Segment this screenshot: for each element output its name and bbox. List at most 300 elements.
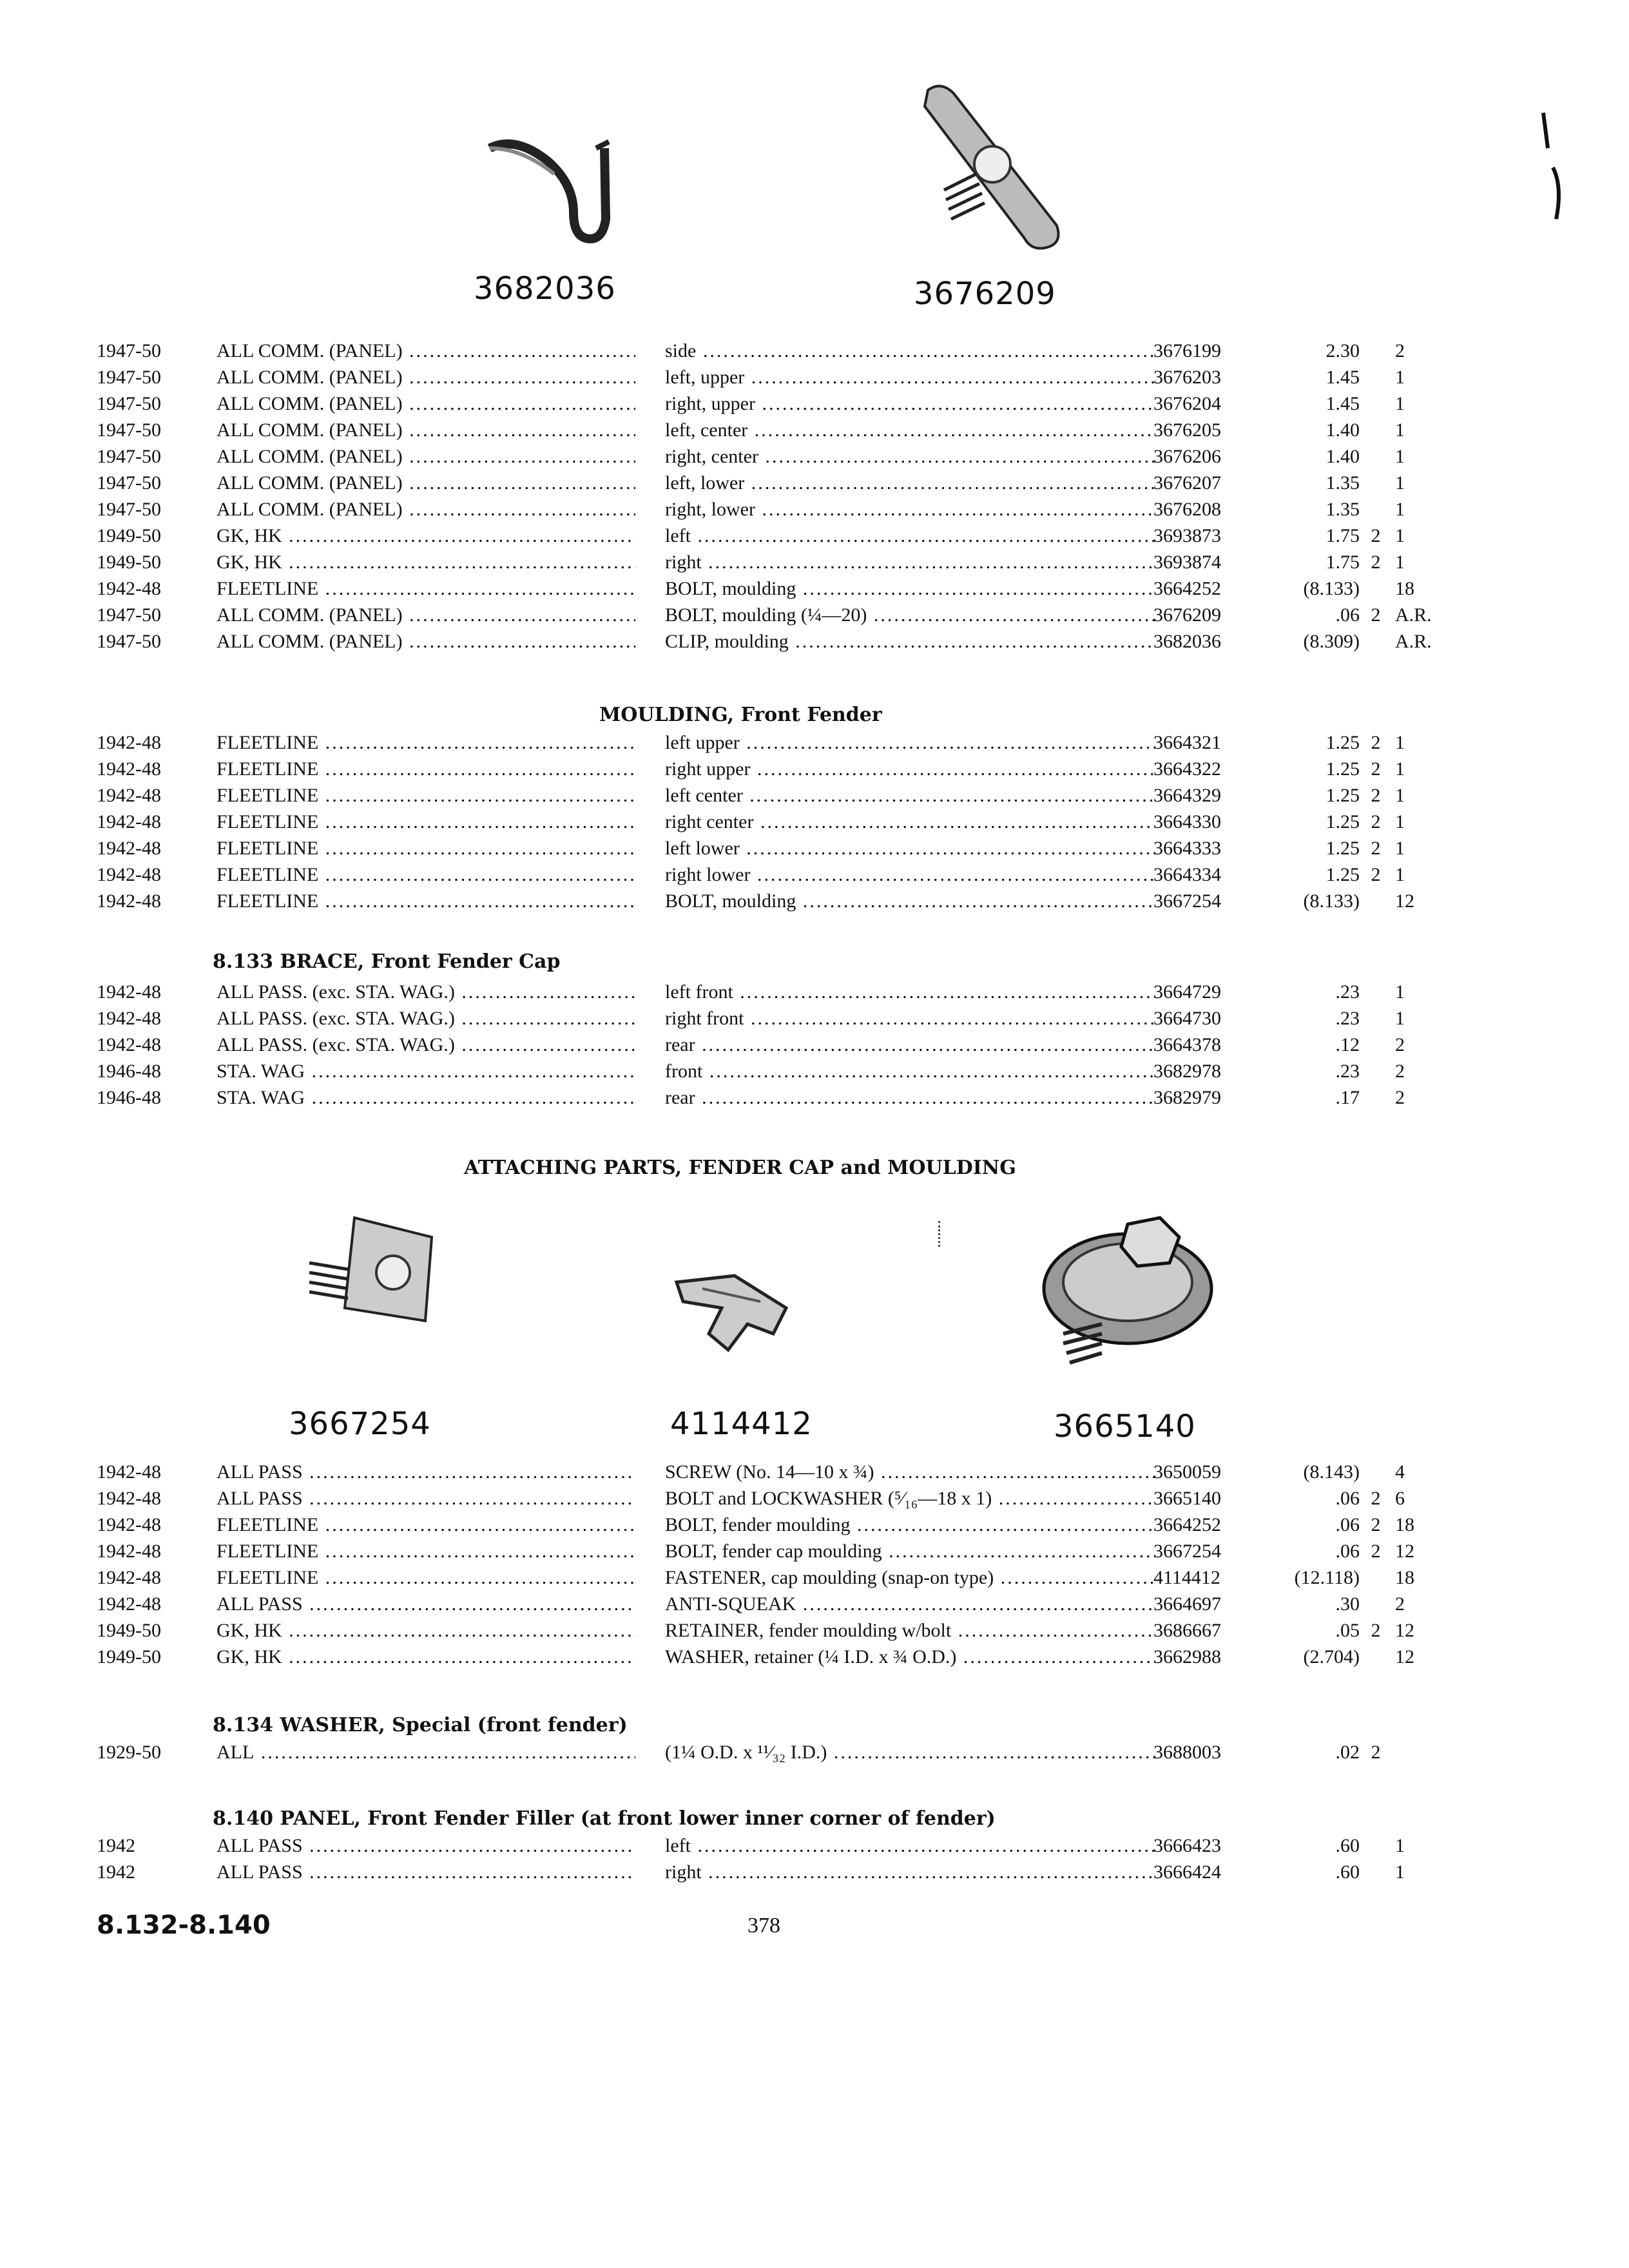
description-cell-text: WASHER, retainer (¼ I.D. x ¾ O.D.) ..... (665, 1646, 1155, 1667)
quantity-b-cell-text: 1 (1395, 785, 1405, 806)
year-cell (97, 783, 193, 809)
scan-speck (938, 1221, 943, 1247)
description-cell-text: right, lower ..... (665, 499, 1155, 520)
description-cell-text: left center ..... (665, 785, 1155, 806)
price-cell-text: (2.704) (1303, 1646, 1360, 1667)
description-cell (665, 338, 1155, 364)
table-row (0, 783, 1629, 809)
description-cell (665, 1006, 1155, 1032)
part-number-cell-text: 3676204 (1153, 393, 1221, 414)
quantity-b-cell-text: 2 (1395, 1034, 1405, 1055)
model-cell-text: STA. WAG ..... (217, 1061, 635, 1082)
description-cell (665, 602, 1155, 628)
model-cell (217, 1740, 635, 1765)
part-number-cell-text: 3664322 (1153, 758, 1221, 780)
description-cell-text: left front ..... (665, 981, 1155, 1003)
quantity-b-cell (1395, 783, 1447, 809)
quantity-a-cell-text: 2 (1371, 1742, 1381, 1763)
table-row (0, 1512, 1629, 1538)
description-cell (665, 889, 1155, 914)
year-cell-text: 1942-48 (97, 1008, 161, 1029)
description-cell (665, 1833, 1155, 1859)
quantity-b-cell (1395, 730, 1447, 756)
model-cell-text: FLEETLINE ..... (217, 864, 635, 885)
model-cell-text: ALL COMM. (PANEL) ..... (217, 393, 635, 414)
price-cell (1263, 979, 1360, 1005)
quantity-a-cell (1366, 783, 1385, 809)
quantity-b-cell (1395, 1618, 1447, 1644)
quantity-a-cell (1366, 1618, 1385, 1644)
quantity-a-cell-text: 2 (1371, 1514, 1381, 1535)
quantity-b-cell-text: 1 (1395, 1861, 1405, 1883)
quantity-a-cell-text: 2 (1371, 604, 1381, 626)
price-cell-text: .23 (1335, 1008, 1360, 1029)
table-row (0, 889, 1629, 914)
price-cell-text: (12.118) (1294, 1567, 1360, 1588)
price-cell-text: (8.133) (1303, 578, 1360, 599)
square-bolt-icon (296, 1211, 451, 1340)
quantity-b-cell (1395, 365, 1447, 390)
part-number-cell (1153, 576, 1263, 602)
model-cell-text: ALL COMM. (PANEL) ..... (217, 446, 635, 467)
part-number-cell (1153, 1032, 1263, 1058)
price-cell-text: 1.25 (1325, 785, 1360, 806)
table-row (0, 523, 1629, 549)
section-heading-attaching-parts: ATTACHING PARTS, FENDER CAP and MOULDING (464, 1157, 1016, 1179)
year-cell (97, 444, 193, 470)
model-cell (217, 1486, 635, 1512)
table-row (0, 470, 1629, 496)
quantity-b-cell (1395, 602, 1447, 628)
year-cell-text: 1942-48 (97, 1034, 161, 1055)
description-cell-text: left upper ..... (665, 732, 1155, 753)
year-cell-text: 1942-48 (97, 864, 161, 885)
year-cell (97, 1486, 193, 1512)
part-number-cell-text: 3664697 (1153, 1593, 1221, 1615)
description-cell-text: left, center ..... (665, 419, 1155, 441)
part-number-cell (1153, 756, 1263, 782)
year-cell-text: 1947-50 (97, 631, 161, 652)
description-cell (665, 470, 1155, 496)
model-cell (217, 602, 635, 628)
model-cell (217, 391, 635, 417)
part-number-cell (1153, 1833, 1263, 1859)
year-cell-text: 1942-48 (97, 1593, 161, 1615)
year-cell (97, 1591, 193, 1617)
year-cell-text: 1946-48 (97, 1087, 161, 1108)
model-cell-text: GK, HK ..... (217, 525, 635, 546)
year-cell-text: 1947-50 (97, 446, 161, 467)
table-row (0, 836, 1629, 861)
quantity-b-cell (1395, 889, 1447, 914)
quantity-a-cell (1366, 1539, 1385, 1564)
part-number-cell-text: 3664329 (1153, 785, 1221, 806)
model-cell-text: ALL PASS ..... (217, 1861, 635, 1883)
year-cell (97, 1459, 193, 1485)
part-number-cell-text: 3664321 (1153, 732, 1221, 753)
quantity-b-cell (1395, 418, 1447, 443)
price-cell (1263, 1486, 1360, 1512)
price-cell (1263, 1860, 1360, 1885)
model-cell (217, 1512, 635, 1538)
quantity-b-cell (1395, 862, 1447, 888)
table-row (0, 1539, 1629, 1564)
model-cell (217, 1644, 635, 1670)
part-number-cell-text: 3682978 (1153, 1061, 1221, 1082)
quantity-b-cell-text: 1 (1395, 811, 1405, 832)
table-row (0, 1565, 1629, 1591)
quantity-b-cell (1395, 629, 1447, 655)
price-cell-text: (8.143) (1303, 1461, 1360, 1483)
part-number-cell-text: 3688003 (1153, 1742, 1221, 1763)
year-cell-text: 1942-48 (97, 981, 161, 1003)
table-row (0, 497, 1629, 523)
description-cell (665, 862, 1155, 888)
price-cell (1263, 1006, 1360, 1032)
model-cell-text: FLEETLINE ..... (217, 838, 635, 859)
part-number-cell (1153, 1618, 1263, 1644)
part-number-cell (1153, 444, 1263, 470)
part-number-cell-text: 3650059 (1153, 1461, 1221, 1483)
model-cell (217, 470, 635, 496)
year-cell (97, 470, 193, 496)
part-number-cell (1153, 1740, 1263, 1765)
description-cell (665, 550, 1155, 575)
quantity-a-cell (1366, 756, 1385, 782)
description-cell-text: SCREW (No. 14—10 x ¾) ..... (665, 1461, 1155, 1483)
description-cell (665, 418, 1155, 443)
price-cell-text: .06 (1335, 1541, 1360, 1562)
year-cell-text: 1947-50 (97, 340, 161, 361)
year-cell-text: 1942-48 (97, 785, 161, 806)
price-cell-text: 1.35 (1325, 499, 1360, 520)
year-cell-text: 1942-48 (97, 1514, 161, 1535)
description-cell-text: BOLT, moulding ..... (665, 890, 1155, 912)
model-cell (217, 418, 635, 443)
description-cell (665, 391, 1155, 417)
part-number-cell-text: 3676205 (1153, 419, 1221, 441)
description-cell-text: BOLT and LOCKWASHER (⁵⁄₁₆—18 x 1) ..... (665, 1488, 1155, 1509)
year-cell (97, 1860, 193, 1885)
model-cell-text: ALL COMM. (PANEL) ..... (217, 340, 635, 361)
price-cell (1263, 629, 1360, 655)
price-cell-text: .17 (1335, 1087, 1360, 1108)
model-cell-text: ALL COMM. (PANEL) ..... (217, 472, 635, 494)
description-cell (665, 1085, 1155, 1111)
table-row (0, 576, 1629, 602)
quantity-a-cell (1366, 1740, 1385, 1765)
part-number-cell (1153, 979, 1263, 1005)
part-number-cell (1153, 338, 1263, 364)
price-cell-text: 1.45 (1325, 393, 1360, 414)
description-cell (665, 444, 1155, 470)
part-number-cell (1153, 1006, 1263, 1032)
description-cell-text: CLIP, moulding ..... (665, 631, 1155, 652)
year-cell (97, 862, 193, 888)
part-number-cell (1153, 1059, 1263, 1084)
description-cell (665, 756, 1155, 782)
model-cell-text: FLEETLINE ..... (217, 758, 635, 780)
price-cell-text: .06 (1335, 604, 1360, 626)
year-cell (97, 576, 193, 602)
part-number-cell (1153, 889, 1263, 914)
part-number-cell-text: 3676203 (1153, 367, 1221, 388)
section-heading-moulding: MOULDING, Front Fender (599, 704, 882, 726)
price-cell-text: (8.309) (1303, 631, 1360, 652)
table-row (0, 1085, 1629, 1111)
quantity-a-cell (1366, 809, 1385, 835)
part-number-cell-text: 3667254 (1153, 890, 1221, 912)
price-cell-text: 1.40 (1325, 419, 1360, 441)
quantity-b-cell (1395, 1032, 1447, 1058)
year-cell-text: 1942-48 (97, 811, 161, 832)
price-cell-text: 1.40 (1325, 446, 1360, 467)
model-cell-text: ALL COMM. (PANEL) ..... (217, 499, 635, 520)
part-number-cell (1153, 1591, 1263, 1617)
quantity-b-cell (1395, 576, 1447, 602)
moulding-bolt-icon (915, 77, 1070, 271)
part-number-cell (1153, 629, 1263, 655)
quantity-b-cell-text: 1 (1395, 732, 1405, 753)
quantity-b-cell-text: 1 (1395, 838, 1405, 859)
price-cell-text: (8.133) (1303, 890, 1360, 912)
model-cell (217, 730, 635, 756)
price-cell-text: .05 (1335, 1620, 1360, 1641)
model-cell (217, 783, 635, 809)
quantity-b-cell-text: 2 (1395, 1087, 1405, 1108)
model-cell (217, 523, 635, 549)
quantity-b-cell (1395, 1512, 1447, 1538)
year-cell-text: 1947-50 (97, 367, 161, 388)
model-cell (217, 1006, 635, 1032)
price-cell (1263, 1059, 1360, 1084)
part-number-cell (1153, 602, 1263, 628)
description-cell (665, 1860, 1155, 1885)
model-cell-text: FLEETLINE ..... (217, 1514, 635, 1535)
part-number-cell-text: 3676206 (1153, 446, 1221, 467)
year-cell (97, 391, 193, 417)
description-cell-text: left, upper ..... (665, 367, 1155, 388)
quantity-b-cell (1395, 979, 1447, 1005)
quantity-a-cell (1366, 730, 1385, 756)
price-cell (1263, 1833, 1360, 1859)
quantity-b-cell (1395, 1006, 1447, 1032)
quantity-b-cell (1395, 1085, 1447, 1111)
year-cell (97, 1740, 193, 1765)
price-cell (1263, 1644, 1360, 1670)
description-cell (665, 1486, 1155, 1512)
description-cell-text: RETAINER, fender moulding w/bolt ..... (665, 1620, 1155, 1641)
price-cell (1263, 444, 1360, 470)
price-cell (1263, 862, 1360, 888)
table-row (0, 1459, 1629, 1485)
model-cell-text: ALL PASS. (exc. STA. WAG.) ..... (217, 1034, 635, 1055)
quantity-b-cell (1395, 523, 1447, 549)
table-row (0, 1059, 1629, 1084)
part-number-cell-text: 3664252 (1153, 578, 1221, 599)
price-cell (1263, 497, 1360, 523)
price-cell (1263, 391, 1360, 417)
year-cell-text: 1942-48 (97, 578, 161, 599)
model-cell (217, 809, 635, 835)
quantity-a-cell-text: 2 (1371, 838, 1381, 859)
quantity-b-cell (1395, 550, 1447, 575)
description-cell (665, 1740, 1155, 1765)
quantity-b-cell-text: 12 (1395, 1620, 1414, 1641)
table-row (0, 1486, 1629, 1512)
year-cell (97, 809, 193, 835)
model-cell-text: FLEETLINE ..... (217, 785, 635, 806)
quantity-b-cell-text: 4 (1395, 1461, 1405, 1483)
quantity-b-cell (1395, 1644, 1447, 1670)
year-cell (97, 730, 193, 756)
quantity-a-cell-text: 2 (1371, 1541, 1381, 1562)
model-cell-text: ALL COMM. (PANEL) ..... (217, 419, 635, 441)
price-cell (1263, 889, 1360, 914)
price-cell-text: 1.25 (1325, 864, 1360, 885)
year-cell (97, 1539, 193, 1564)
price-cell-text: 1.25 (1325, 838, 1360, 859)
table-row (0, 1006, 1629, 1032)
price-cell (1263, 809, 1360, 835)
description-cell-text: right lower ..... (665, 864, 1155, 885)
part-number-cell (1153, 365, 1263, 390)
description-cell-text: BOLT, fender cap moulding ..... (665, 1541, 1155, 1562)
quantity-a-cell (1366, 836, 1385, 861)
year-cell (97, 338, 193, 364)
part-number-cell (1153, 1644, 1263, 1670)
description-cell (665, 1059, 1155, 1084)
model-cell (217, 1539, 635, 1564)
part-number-cell (1153, 730, 1263, 756)
model-cell (217, 979, 635, 1005)
price-cell (1263, 1740, 1360, 1765)
model-cell-text: ALL ..... (217, 1742, 635, 1763)
description-cell (665, 365, 1155, 390)
year-cell (97, 1833, 193, 1859)
part-number-cell-text: 3693874 (1153, 552, 1221, 573)
quantity-b-cell (1395, 338, 1447, 364)
part-number-cell (1153, 1512, 1263, 1538)
description-cell (665, 1618, 1155, 1644)
model-cell (217, 497, 635, 523)
part-number-cell-text: 3676199 (1153, 340, 1221, 361)
model-cell-text: FLEETLINE ..... (217, 1541, 635, 1562)
part-number-cell-text: 3664730 (1153, 1008, 1221, 1029)
model-cell-text: ALL COMM. (PANEL) ..... (217, 367, 635, 388)
price-cell-text: .02 (1335, 1742, 1360, 1763)
part-number-cell-text: 3693873 (1153, 525, 1221, 546)
quantity-b-cell-text: 1 (1395, 1008, 1405, 1029)
part-number-cell-text: 3664333 (1153, 838, 1221, 859)
quantity-b-cell-text: 1 (1395, 864, 1405, 885)
quantity-b-cell (1395, 756, 1447, 782)
price-cell (1263, 756, 1360, 782)
table-row (0, 1860, 1629, 1885)
description-cell (665, 809, 1155, 835)
quantity-a-cell (1366, 550, 1385, 575)
price-cell (1263, 1459, 1360, 1485)
price-cell-text: .23 (1335, 1061, 1360, 1082)
model-cell-text: FLEETLINE ..... (217, 732, 635, 753)
part-number-cell (1153, 418, 1263, 443)
quantity-b-cell (1395, 470, 1447, 496)
year-cell (97, 1565, 193, 1591)
section-heading-filler-panel: 8.140 PANEL, Front Fender Filler (at front lower inner corner of fender) (213, 1807, 996, 1830)
model-cell (217, 576, 635, 602)
price-cell-text: 1.25 (1325, 732, 1360, 753)
part-number-cell-text: 4114412 (1153, 1567, 1220, 1588)
model-cell-text: ALL COMM. (PANEL) ..... (217, 631, 635, 652)
quantity-b-cell-text: 1 (1395, 472, 1405, 494)
quantity-a-cell-text: 2 (1371, 732, 1381, 753)
price-cell-text: .23 (1335, 981, 1360, 1003)
description-cell-text: right ..... (665, 552, 1155, 573)
description-cell-text: right center ..... (665, 811, 1155, 832)
quantity-b-cell-text: 12 (1395, 1541, 1414, 1562)
quantity-b-cell-text: 12 (1395, 890, 1414, 912)
quantity-a-cell (1366, 862, 1385, 888)
price-cell (1263, 418, 1360, 443)
year-cell-text: 1949-50 (97, 525, 161, 546)
model-cell (217, 1591, 635, 1617)
price-cell (1263, 1565, 1360, 1591)
model-cell (217, 1618, 635, 1644)
year-cell-text: 1947-50 (97, 499, 161, 520)
model-cell (217, 444, 635, 470)
quantity-b-cell (1395, 1486, 1447, 1512)
price-cell-text: .60 (1335, 1835, 1360, 1856)
year-cell (97, 1085, 193, 1111)
quantity-b-cell-text: 1 (1395, 446, 1405, 467)
quantity-a-cell-text: 2 (1371, 811, 1381, 832)
part-number-cell-text: 3676207 (1153, 472, 1221, 494)
description-cell-text: right ..... (665, 1861, 1155, 1883)
year-cell-text: 1947-50 (97, 472, 161, 494)
quantity-b-cell (1395, 1459, 1447, 1485)
description-cell (665, 783, 1155, 809)
quantity-b-cell (1395, 1059, 1447, 1084)
quantity-a-cell-text: 2 (1371, 758, 1381, 780)
year-cell (97, 1644, 193, 1670)
model-cell (217, 756, 635, 782)
price-cell-text: 1.75 (1325, 525, 1360, 546)
model-cell-text: GK, HK ..... (217, 1620, 635, 1641)
year-cell-text: 1947-50 (97, 393, 161, 414)
quantity-b-cell-text: 1 (1395, 499, 1405, 520)
section-range: 8.132-8.140 (97, 1910, 271, 1940)
year-cell (97, 550, 193, 575)
quantity-b-cell-text: 18 (1395, 578, 1414, 599)
model-cell-text: FLEETLINE ..... (217, 1567, 635, 1588)
description-cell (665, 1644, 1155, 1670)
year-cell-text: 1942-48 (97, 758, 161, 780)
part-number-cell-text: 3682036 (1153, 631, 1221, 652)
model-cell-text: FLEETLINE ..... (217, 578, 635, 599)
description-cell (665, 1459, 1155, 1485)
quantity-b-cell (1395, 1860, 1447, 1885)
table-row (0, 391, 1629, 417)
year-cell (97, 365, 193, 390)
table-row (0, 1618, 1629, 1644)
table-row (0, 1591, 1629, 1617)
price-cell-text: .60 (1335, 1861, 1360, 1883)
year-cell-text: 1947-50 (97, 604, 161, 626)
quantity-b-cell-text: 1 (1395, 552, 1405, 573)
section-heading-washer: 8.134 WASHER, Special (front fender) (213, 1714, 628, 1736)
description-cell (665, 1539, 1155, 1564)
model-cell (217, 1032, 635, 1058)
